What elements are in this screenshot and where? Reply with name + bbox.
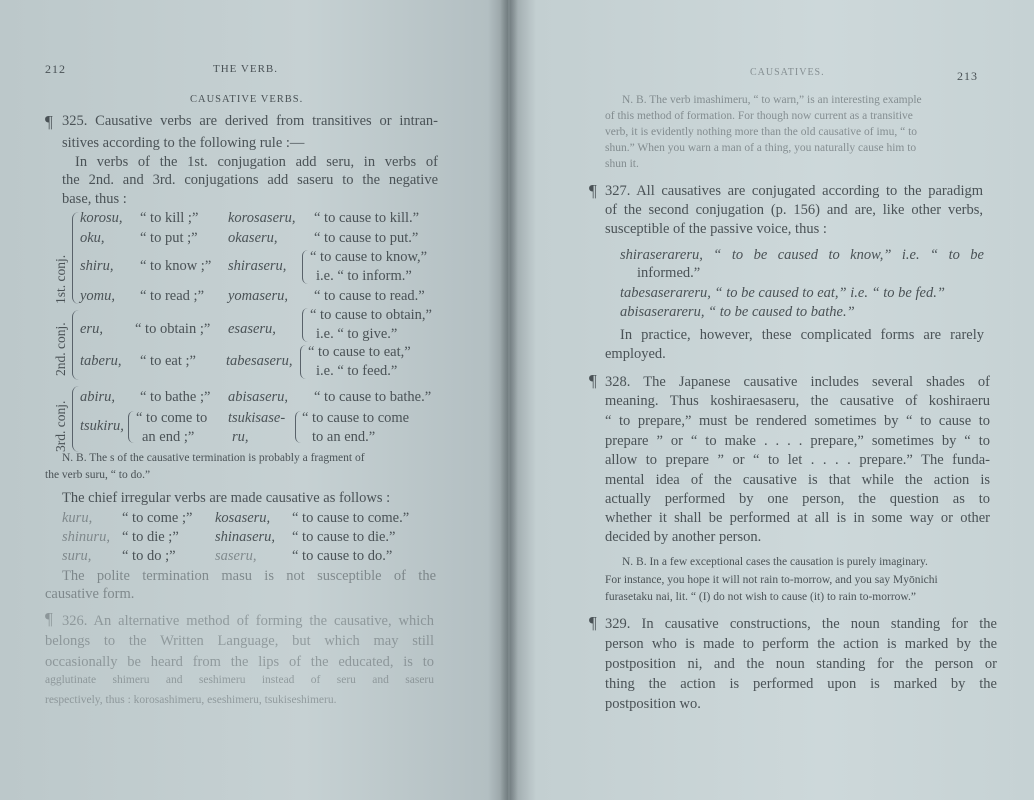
polite-line: causative form. [45,586,135,602]
example-line: abisaserareru, “ to be caused to bathe.” [620,304,855,320]
brace [72,212,79,304]
meaning: “ to cause to know,” [310,249,428,265]
meaning: “ to cause to put.” [314,230,419,246]
p328-line: whether it shall be performed at all is in some way or other [605,510,990,526]
causative: korosaseru, [228,210,296,226]
p328-line: actually performed by one person, the question as to [605,491,990,507]
nb-note-line: shun.” When you warn a man of a thing, you naturally cause him to [605,142,917,154]
example-line: informed.” [637,265,701,281]
meaning: “ to cause to do.” [292,548,393,564]
paragraph-mark: ¶ [589,613,597,632]
gloss: “ to come to [136,410,208,426]
gloss: “ to read ;” [140,288,205,304]
brace [72,386,79,452]
paragraph-mark: ¶ [45,609,53,628]
verb: taberu, [80,353,122,369]
brace [302,308,308,342]
gloss: “ to die ;” [122,529,179,545]
gloss: “ to do ;” [122,548,176,564]
p328-line: decided by another person. [605,529,762,545]
causative-cont: ru, [232,429,249,445]
nb-note-line: shun it. [605,158,639,170]
meaning-cont: i.e. “ to feed.” [316,363,398,379]
gloss: “ to put ;” [140,230,198,246]
brace [72,310,79,380]
p329-line: 329. In causative constructions, the noun standing for the [605,616,997,632]
gloss: “ to come ;” [122,510,193,526]
p326-line: agglutinate shimeru and seshimeru instead of seru and saseru [45,674,434,686]
conj-label-3rd: 3rd. conj. [53,400,68,452]
p329-line: postposition ni, and the noun standing for the person or [605,656,997,672]
causative: abisaseru, [228,389,289,405]
meaning: “ to cause to bathe.” [314,389,432,405]
verb: oku, [80,230,105,246]
verb: abiru, [80,389,116,405]
causative: shiraseru, [228,258,287,274]
meaning: “ to cause to kill.” [314,210,420,226]
p328-line: mental idea of the causative is that while the action is [605,472,990,488]
paragraph-mark: ¶ [45,112,53,131]
gloss: “ to eat ;” [140,353,196,369]
practice-line: employed. [605,346,666,362]
p327-line: of the second conjugation (p. 156) and are, like other verbs, [605,202,983,218]
gloss: “ to obtain ;” [135,321,211,337]
p325-line: 325. Causative verbs are derived from transitives or intran- [62,113,438,129]
verb: kuru, [62,510,93,526]
p329-line: postposition wo. [605,696,701,712]
nb-note-line: furasetaku nai, lit. “ (I) do not wish to cause (it) to rain to-morrow.” [605,591,916,603]
left-page-number: 212 [45,62,66,76]
meaning: “ to cause to die.” [292,529,396,545]
book-gutter [500,0,518,800]
polite-line: The polite termination masu is not susceptible of the [62,568,436,584]
meaning: “ to cause to obtain,” [310,307,432,323]
irregular-intro: The chief irregular verbs are made causative as follows : [62,490,391,506]
meaning-cont: i.e. “ to give.” [316,326,398,342]
verb: suru, [62,548,92,564]
meaning-cont: to an end.” [312,429,376,445]
verb: yomu, [80,288,116,304]
nb-note-line: verb, it is evidently nothing more than the old causative of imu, “ to [605,126,918,138]
p328-line: prepare ” or “ to make . . . . prepare,” sometimes by “ to [605,433,990,449]
paragraph-mark: ¶ [589,181,597,200]
p326-line: belongs to the Written Language, but which may still [45,633,434,649]
verb: shiru, [80,258,114,274]
practice-line: In practice, however, these complicated forms are rarely [620,327,984,343]
p326-line: 326. An alternative method of forming the causative, which [62,613,434,629]
example-line: shiraserareru, “ to be caused to know,” i.e. “ to be [620,247,984,263]
nb-note-line: N. B. The s of the causative termination is probably a fragment of [62,452,365,464]
causative: kosaseru, [215,510,271,526]
left-running-head: THE VERB. [213,63,279,75]
nb-note-line: the verb suru, “ to do.” [45,469,151,481]
gloss-cont: an end ;” [142,429,195,445]
p328-line: meaning. Thus koshiraesaseru, the causative of koshiraeru [605,393,990,409]
p328-line: “ to prepare,” must be rendered sometimes by “ to cause to [605,413,990,429]
brace [295,411,301,443]
p326-line: respectively, thus : korosashimeru, eseshimeru, tsukiseshimeru. [45,694,337,706]
causative: okaseru, [228,230,278,246]
meaning: “ to cause to eat,” [308,344,411,360]
causative: saseru, [215,548,257,564]
verb: eru, [80,321,103,337]
verb: korosu, [80,210,123,226]
p325-line: sitives according to the following rule :— [62,135,305,151]
meaning: “ to cause to read.” [314,288,425,304]
p325-line: In verbs of the 1st. conjugation add seru, in verbs of [75,154,438,170]
causative: shinaseru, [215,529,276,545]
right-page-number: 213 [957,69,978,83]
p326-line: occasionally be heard from the lips of the educated, is to [45,654,434,670]
causative: yomaseru, [228,288,289,304]
example-line: tabesaserareru, “ to be caused to eat,” i.e. “ to be fed.” [620,285,945,301]
p327-line: susceptible of the passive voice, thus : [605,221,827,237]
conj-label-1st: 1st. conj. [53,254,68,304]
section-title: CAUSATIVE VERBS. [190,94,304,105]
p329-line: thing the action is performed upon is marked by the [605,676,997,692]
p325-line: the 2nd. and 3rd. conjugations add saseru to the negative [62,172,438,188]
verb: tsukiru, [80,418,124,434]
brace [302,250,308,284]
nb-note-line: For instance, you hope it will not rain to-morrow, and you say Myōnichi [605,574,938,586]
p328-line: allow to prepare ” or “ to let . . . . prepare.” The funda- [605,452,990,468]
paragraph-mark: ¶ [589,371,597,390]
right-running-head: CAUSATIVES. [750,67,825,78]
p327-line: 327. All causatives are conjugated according to the paradigm [605,183,983,199]
nb-note-line: of this method of formation. For though now current as a transitive [605,110,913,122]
causative: esaseru, [228,321,276,337]
causative: tsukisase- [228,410,286,426]
causative: tabesaseru, [226,353,293,369]
p328-line: 328. The Japanese causative includes several shades of [605,374,990,390]
p325-line: base, thus : [62,191,127,207]
meaning: “ to cause to come [302,410,410,426]
verb: shinuru, [62,529,110,545]
gloss: “ to know ;” [140,258,212,274]
gloss: “ to kill ;” [140,210,199,226]
brace [300,345,306,379]
nb-note-line: N. B. The verb imashimeru, “ to warn,” is an interesting example [622,94,922,106]
nb-note-line: N. B. In a few exceptional cases the causation is purely imaginary. [622,556,928,568]
p329-line: person who is made to perform the action is marked by the [605,636,997,652]
conj-label-2nd: 2nd. conj. [53,322,68,376]
brace [128,411,134,443]
meaning: “ to cause to come.” [292,510,410,526]
meaning-cont: i.e. “ to inform.” [316,268,412,284]
gloss: “ to bathe ;” [140,389,211,405]
